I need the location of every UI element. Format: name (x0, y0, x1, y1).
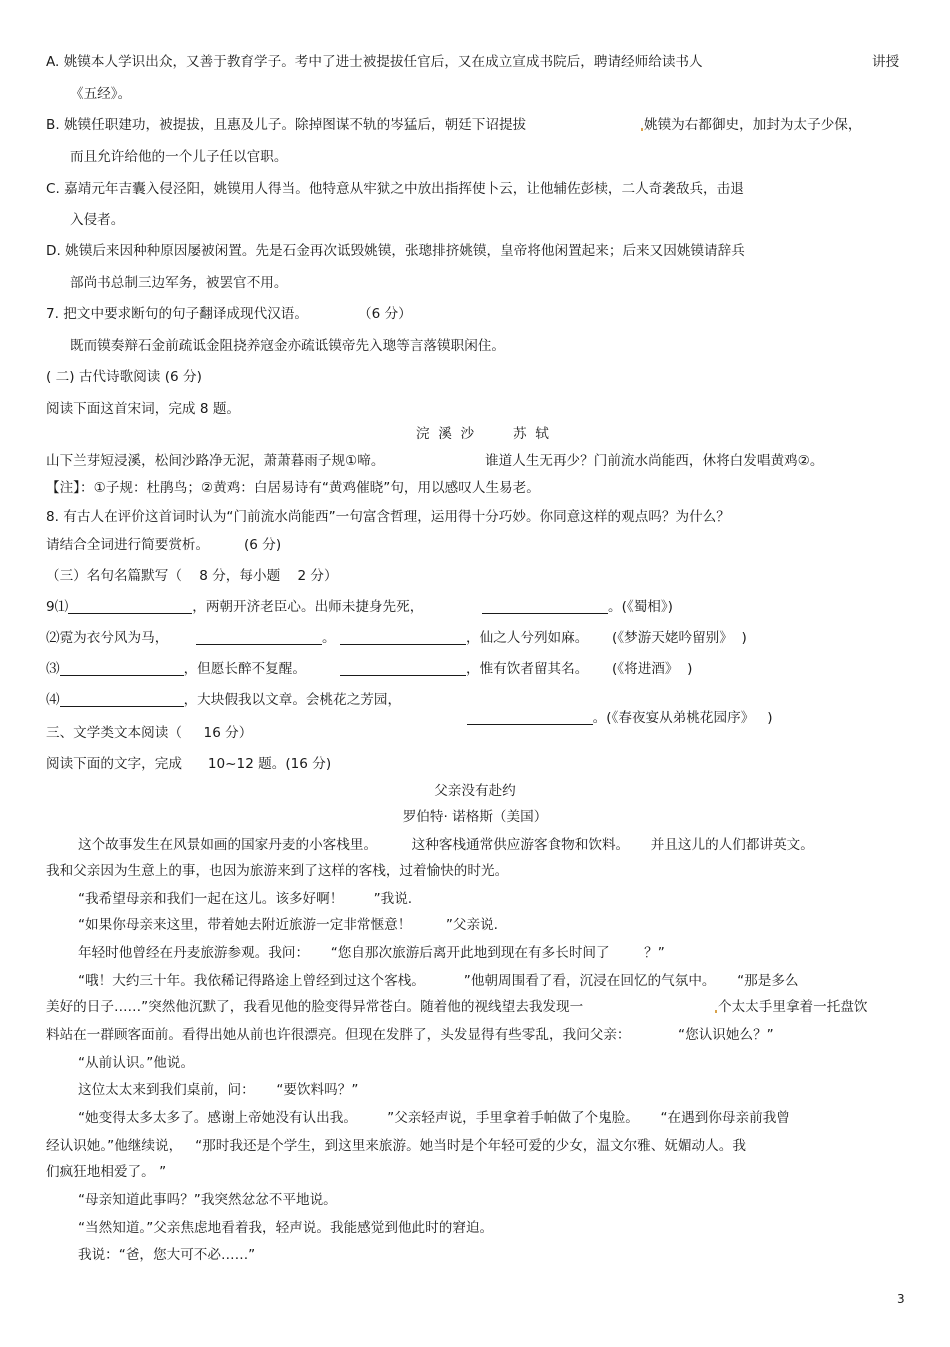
q9-2-line-mid2: ，仙之人兮列如麻。 (340, 629, 588, 647)
option-d-line2: 部尚书总制三边军务，被罢官不用。 (70, 275, 288, 291)
q9-3-blank-1[interactable] (60, 661, 184, 676)
option-c-line1: C. 嘉靖元年吉囊入侵泾阳，姚镆用人得当。他特意从牢狱之中放出指挥使卜云，让他辅佐彭椟，二人奇袭敌兵，击退 (46, 181, 744, 197)
option-c-line2: 入侵者。 (70, 212, 125, 228)
q9-4-line: ⑷ ，大块假我以文章。会桃花之芳园， (46, 692, 402, 708)
option-a-line2: 《五经》。 (70, 86, 132, 102)
ink-dot (641, 128, 643, 131)
q9-2-line-mid: 。 (196, 629, 336, 647)
option-b-line1-tail: 姚镆为右都御史，加封为太子少保， (640, 116, 862, 134)
story-p8-line2: 经认识她。”他继续说， “那时我还是个学生，到这里来旅游。她当时是个年轻可爱的少女，温文尔雅、妩媚动人。我 (46, 1138, 746, 1154)
q8-line1: 8. 有古人在评价这首词时认为“门前流水尚能西”一句富含哲理，运用得十分巧妙。你同意这样的观点吗？为什么？ (46, 509, 730, 525)
story-p5-line2-tail: 个太太手里拿着一托盘饮 (714, 998, 868, 1016)
section4-heading: 三、文学类文本阅读（ 16 分） (46, 725, 253, 741)
story-author: 罗伯特· 诺格斯（美国） (402, 809, 548, 825)
q9-4-line-end: 。(《春夜宴从弟桃花园序》 ) (458, 691, 773, 727)
story-p6: “从前认识。”他说。 (78, 1055, 195, 1071)
poem-line2: 谁道人生无再少？门前流水尚能西，休将白发唱黄鸡②。 (485, 453, 824, 469)
q9-2-source: (《梦游天姥吟留别》 ) (612, 630, 747, 646)
poem-note: 【注】：①子规：杜鹃鸟；②黄鸡：白居易诗有“黄鸡催晓”句，用以感叹人生易老。 (46, 480, 540, 496)
page-number: 3 (897, 1292, 905, 1306)
option-d-line1: D. 姚镆后来因种种原因屡被闲置。先是石金再次诋毁姚镆，张璁排挤姚镆，皇帝将他闲置起来；后来又因姚镆请辞兵 (46, 243, 745, 259)
story-p4: 年轻时他曾经在丹麦旅游参观。我问： “您自那次旅游后离开此地到现在有多长时间了 ？” (78, 945, 665, 961)
q8-score: (6 分) (244, 537, 282, 553)
story-p9: “母亲知道此事吗？”我突然忿忿不平地说。 (78, 1192, 337, 1208)
story-p8-line3: 们疯狂地相爱了。 ” (46, 1164, 167, 1180)
q9-4-blank-2[interactable] (467, 710, 593, 725)
q9-1-line-end (482, 598, 673, 616)
option-a-line1-tail: 讲授 (872, 54, 900, 70)
section3-heading: （三）名句名篇默写（ 8 分，每小题 2 分） (46, 568, 338, 584)
q9-3-source: (《将进酒》 ) (612, 661, 693, 677)
story-p10: “当然知道。”父亲焦虑地看着我，轻声说。我能感觉到他此时的窘迫。 (78, 1220, 494, 1236)
q9-1-line (46, 598, 423, 616)
story-p8-line1: “她变得太多太多了。感谢上帝她没有认出我。 ”父亲轻声说，手里拿着手帕做了个鬼脸。 “在遇到你母亲前我曾 (78, 1110, 790, 1126)
q9-1-number: 9⑴ (46, 599, 69, 615)
q9-1-source: 。(《蜀相》) (608, 599, 673, 615)
section2-instruction: 阅读下面这首宋词，完成 8 题。 (46, 401, 241, 417)
q9-3-line: ⑶ ，但愿长醉不复醒。 (46, 661, 306, 677)
q8-line2: 请结合全词进行简要赏析。 (46, 537, 210, 553)
story-p5-line3: 料站在一群顾客面前。看得出她从前也许很漂亮。但现在发胖了，头发显得有些零乱，我问父亲： “您认识她么？” (46, 1027, 774, 1043)
q9-2-line (46, 629, 168, 647)
story-title: 父亲没有赴约 (434, 783, 516, 799)
q9-4-blank-1[interactable] (60, 692, 184, 707)
q9-1-text: ，两朝开济老臣心。出师未捷身先死， (192, 599, 424, 615)
option-b-line2: 而且允许给他的一个儿子任以官职。 (70, 149, 288, 165)
q9-2-blank-2[interactable] (340, 630, 466, 645)
section4-instruction: 阅读下面的文字，完成 10~12 题。(16 分) (46, 756, 332, 772)
q9-2-text: ⑵霓为衣兮风为马， (46, 630, 169, 646)
story-p3: “如果你母亲来这里，带着她去附近旅游一定非常惬意！ ”父亲说. (78, 917, 499, 933)
q9-3-line-mid: ，惟有饮者留其名。 (340, 660, 588, 678)
story-p11: 我说：“爸，您大可不必……” (78, 1247, 256, 1263)
q9-1-blank-2[interactable] (482, 599, 608, 614)
q7-title: 7. 把文中要求断句的句子翻译成现代汉语。 (46, 306, 308, 322)
story-p7: 这位太太来到我们桌前，问： “要饮料吗？” (78, 1082, 359, 1098)
q9-3-blank-2[interactable] (340, 661, 466, 676)
option-b-line1: B. 姚镆任职建功，被提拔，且惠及儿子。除掉图谋不轨的岑猛后，朝廷下诏提拔 (46, 117, 527, 133)
q9-1-blank-1[interactable] (68, 599, 192, 614)
q7-text: 既而镆奏辩石金前疏诋金阻挠养寇金亦疏诋镆帝先入璁等言落镆职闲住。 (70, 338, 505, 354)
section2-heading: ( 二) 古代诗歌阅读 (6 分) (46, 369, 202, 385)
story-p5-line2: 美好的日子……”突然他沉默了，我看见他的脸变得异常苍白。随着他的视线望去我发现一 (46, 999, 584, 1015)
poem-line1: 山下兰芽短浸溪，松间沙路净无泥，萧萧暮雨子规①啼。 (46, 453, 385, 469)
story-p1-line2: 我和父亲因为生意上的事，也因为旅游来到了这样的客栈，过着愉快的时光。 (46, 863, 509, 879)
poem-title: 浣 溪 沙 苏 轼 (416, 426, 549, 442)
option-a-line1: A. 姚镆本人学识出众，又善于教育学子。考中了进士被提拔任官后，又在成立宣成书院后，聘请经师给读书人 (46, 54, 703, 70)
story-p5-line1: “哦！大约三十年。我依稀记得路途上曾经到过这个客栈。 ”他朝周围看了看，沉浸在回忆的气氛中。 “那是多么 (78, 973, 799, 989)
q9-2-blank-1[interactable] (196, 630, 322, 645)
ink-dot (715, 1010, 717, 1013)
q7-score: （6 分） (358, 306, 412, 322)
story-p1-line1: 这个故事发生在风景如画的国家丹麦的小客栈里。 这种客栈通常供应游客食物和饮料。 并且这儿的人们都讲英文。 (78, 837, 814, 853)
story-p2: “我希望母亲和我们一起在这儿。该多好啊！ ”我说. (78, 891, 413, 907)
